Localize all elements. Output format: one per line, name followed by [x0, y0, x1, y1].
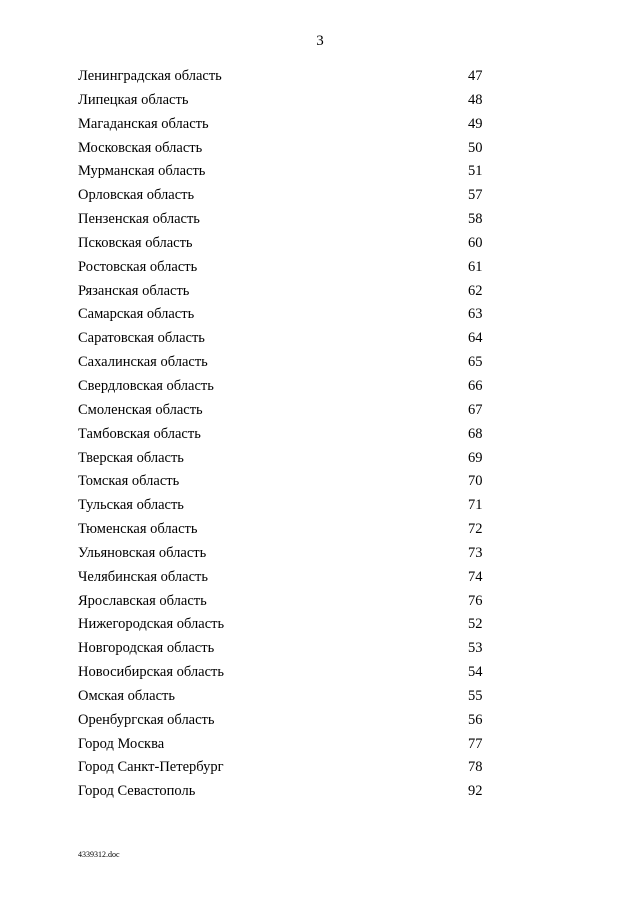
region-row	[78, 232, 498, 256]
region-row	[78, 303, 498, 327]
region-name: Московская область	[78, 139, 203, 156]
region-name: Рязанская область	[78, 282, 190, 299]
region-row	[78, 423, 498, 447]
region-code: 65	[468, 354, 483, 371]
region-name: Томская область	[78, 473, 180, 490]
region-name: Ярославская область	[78, 592, 207, 609]
region-row	[78, 780, 498, 804]
region-name: Город Санкт-Петербург	[78, 759, 224, 776]
region-name: Челябинская область	[78, 568, 208, 585]
region-row	[78, 327, 498, 351]
region-row	[78, 447, 498, 471]
region-name: Новосибирская область	[78, 664, 224, 681]
region-name: Орловская область	[78, 187, 195, 204]
region-name: Сахалинская область	[78, 354, 208, 371]
region-name: Новгородская область	[78, 640, 215, 657]
region-name: Тамбовская область	[78, 425, 201, 442]
region-row	[78, 709, 498, 733]
region-row	[78, 113, 498, 137]
region-code: 63	[468, 306, 483, 323]
region-row	[78, 137, 498, 161]
region-code: 61	[468, 258, 483, 275]
region-row	[78, 613, 498, 637]
region-code-list	[78, 65, 498, 804]
region-code: 72	[468, 521, 483, 538]
region-row	[78, 637, 498, 661]
region-row	[78, 518, 498, 542]
region-row	[78, 470, 498, 494]
region-code: 56	[468, 711, 483, 728]
region-code: 66	[468, 377, 483, 394]
region-row	[78, 351, 498, 375]
region-code: 47	[468, 68, 483, 84]
region-row	[78, 733, 498, 757]
region-code: 64	[468, 330, 483, 347]
region-name: Тульская область	[78, 497, 184, 514]
region-code: 57	[468, 187, 483, 204]
region-code: 50	[468, 139, 483, 156]
region-name: Город Севастополь	[78, 783, 196, 800]
region-name: Оренбургская область	[78, 711, 215, 728]
region-code: 55	[468, 687, 483, 704]
region-row	[78, 160, 498, 184]
region-row	[78, 184, 498, 208]
region-code: 69	[468, 449, 483, 466]
page-number: 3	[316, 33, 324, 49]
region-row	[78, 542, 498, 566]
region-name: Тюменская область	[78, 521, 198, 538]
region-name: Псковская область	[78, 234, 193, 251]
region-name: Тверская область	[78, 449, 184, 466]
region-row	[78, 399, 498, 423]
region-code: 78	[468, 759, 483, 776]
region-name: Ростовская область	[78, 258, 198, 275]
region-row	[78, 375, 498, 399]
region-name: Самарская область	[78, 306, 195, 323]
region-name: Свердловская область	[78, 377, 214, 394]
region-name: Ленинградская область	[78, 68, 222, 84]
region-row	[78, 208, 498, 232]
region-code: 52	[468, 616, 483, 633]
region-code: 68	[468, 425, 483, 442]
region-row	[78, 256, 498, 280]
region-row	[78, 566, 498, 590]
region-code: 53	[468, 640, 483, 657]
region-code: 54	[468, 664, 483, 681]
region-name: Саратовская область	[78, 330, 205, 347]
region-code: 60	[468, 234, 483, 251]
region-row	[78, 756, 498, 780]
region-row	[78, 89, 498, 113]
region-code: 74	[468, 568, 483, 585]
region-code: 58	[468, 211, 483, 228]
region-code: 71	[468, 497, 483, 514]
region-code: 76	[468, 592, 483, 609]
region-name: Мурманская область	[78, 163, 206, 180]
region-row	[78, 494, 498, 518]
region-code: 51	[468, 163, 483, 180]
region-row	[78, 661, 498, 685]
region-name: Липецкая область	[78, 91, 189, 108]
document-file-name: 4339312.doc	[78, 850, 120, 859]
region-code: 92	[468, 783, 483, 800]
region-code: 70	[468, 473, 483, 490]
region-code: 77	[468, 735, 483, 752]
region-name: Пензенская область	[78, 211, 200, 228]
region-code: 73	[468, 544, 483, 561]
region-code: 49	[468, 115, 483, 132]
region-name: Город Москва	[78, 735, 165, 752]
region-name: Нижегородская область	[78, 616, 225, 633]
region-code: 48	[468, 91, 483, 108]
region-row	[78, 280, 498, 304]
region-row	[78, 590, 498, 614]
region-row	[78, 65, 498, 89]
region-row	[78, 685, 498, 709]
region-code: 62	[468, 282, 483, 299]
region-name: Ульяновская область	[78, 544, 207, 561]
region-name: Смоленская область	[78, 401, 203, 418]
region-code: 67	[468, 401, 483, 418]
region-name: Магаданская область	[78, 115, 209, 132]
region-name: Омская область	[78, 687, 175, 704]
